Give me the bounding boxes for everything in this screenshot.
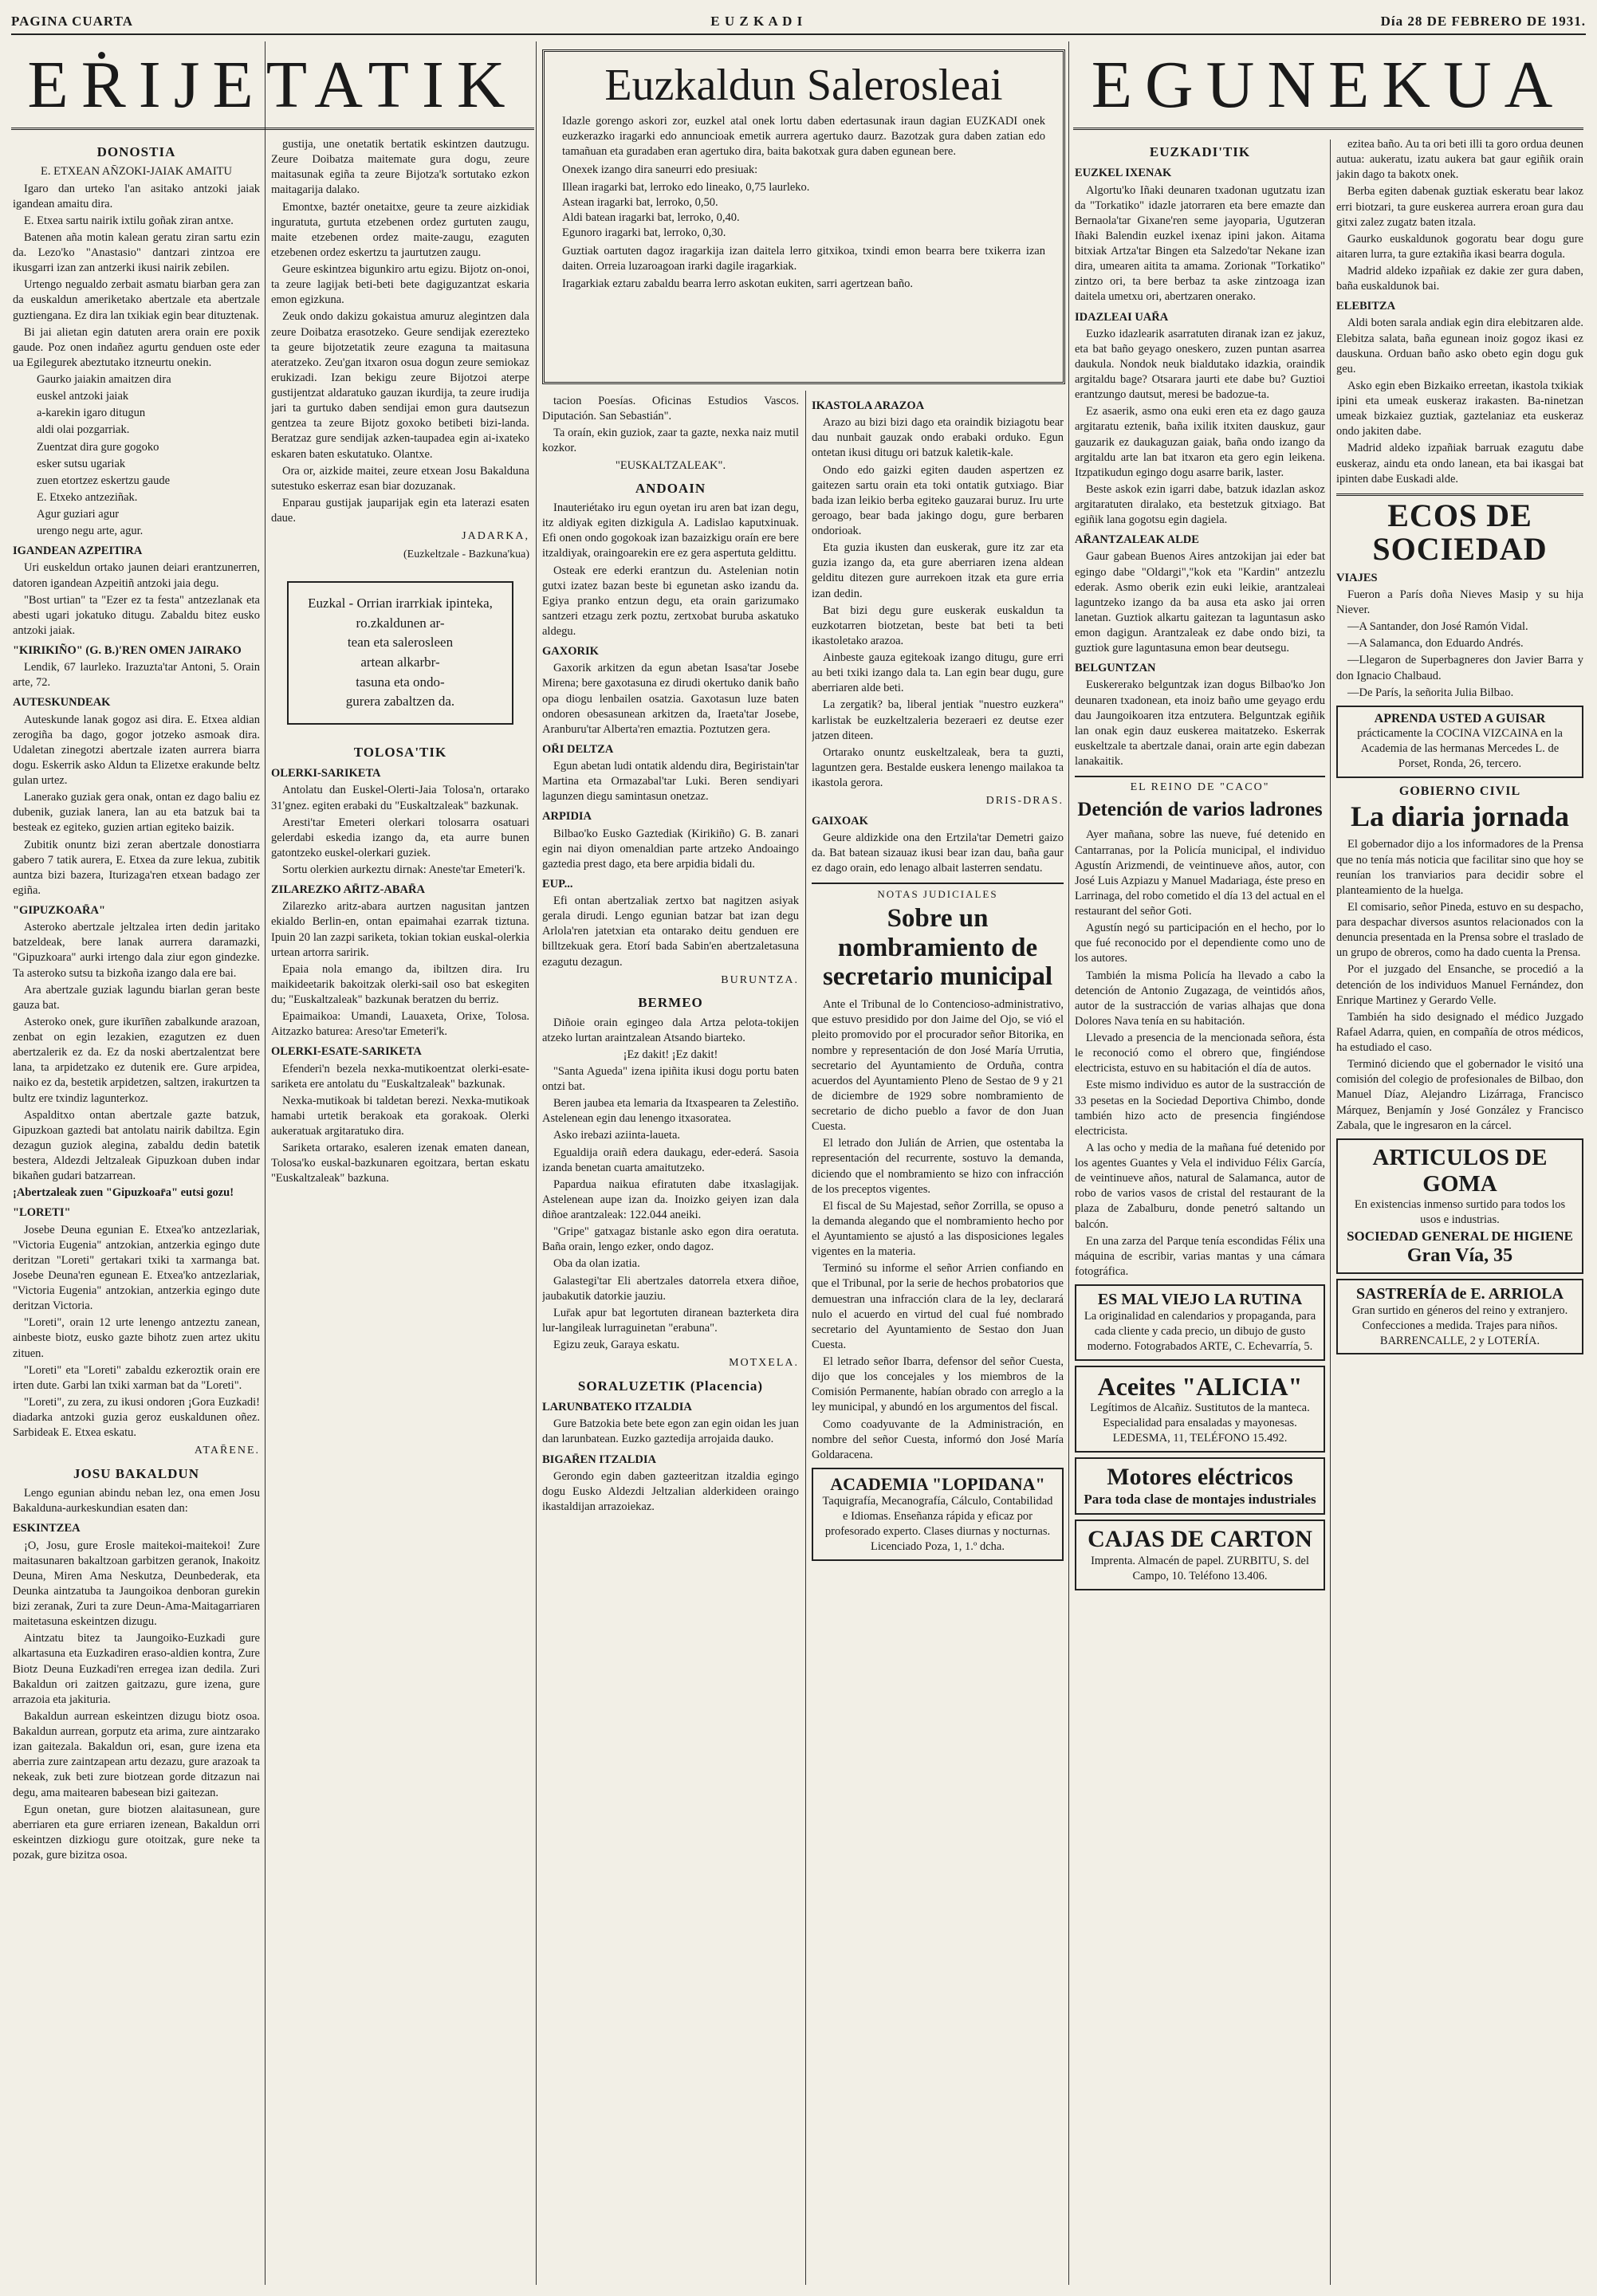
paragraph: Ta oraín, ekin guziok, zaar ta gazte, nexka naiz mutil kozkor. <box>542 427 799 455</box>
signature: BURUNTZA. <box>721 973 799 986</box>
box-price-line: Aldi batean iragarki bat, lerroko, 0,40. <box>562 211 740 225</box>
ad-aceites-alicia <box>1075 1366 1325 1453</box>
signature: MOTXELA. <box>729 1357 799 1370</box>
subheading: "GIPUZKOAR̄A" <box>13 904 105 918</box>
ad-text: Legítimos de Alcañiz. Sustitutos de la manteca. Especialidad para ensaladas y mayonesas. LEDESMA, 11, TELÉFONO 15.492. <box>1090 1402 1310 1445</box>
paragraph: —A Salamanca, don Eduardo Andrés. <box>1347 637 1524 651</box>
paragraph: Nexka-mutikoak bi taldetan berezi. Nexka-mutikoak hamabi urtetik berakoak eta gorakoak. Olerki aukeratuak argitaratuko dira. <box>271 1094 529 1138</box>
paragraph: Papardua naikua efiratuten dabe itxaslagijak. Astelenean aupe izan da. Inoizko geiyen izan dala diñoe arantzaleak: 122.044 aneiki. <box>542 1177 799 1222</box>
subheading: EUP... <box>542 877 573 890</box>
ad-sastreria <box>1336 1279 1583 1355</box>
paragraph: Epaia nola emango da, ibiltzen dira. Iru maikideetarik bakoitzak olerki-sail oso bat eskegiten du; "Euskaltzaleak" bazkunak beratzen du berriz. <box>271 962 529 1007</box>
ad-articulos-goma <box>1336 1138 1583 1274</box>
column-rule <box>805 391 806 2285</box>
paragraph: A las ocho y media de la mañana fué detenido por los agentes Guantes y Vela el individuo Félix García, de veintinueve años, natural de Salamanca, autor de robo de varios vasos de cristal del restaurant de la plaza de Zabalburu, donde penetró saltando un balcón. <box>1075 1141 1325 1231</box>
paragraph: Asteroko abertzale jeltzalea irten dedin jaritako batzeldeak, bere lanak aurrera daramazki, "Gipuzkoara" aurki irtengo dala ziur egon gindezke. Ta asteroko sutsu ta bizkoña izango dala ere bai. <box>13 921 260 980</box>
paragraph: Ortarako onuntz euskeltzaleak, bera ta guzti, laguntzen gera. Bestalde euskera lenengo mailakoa ta ikastola gerora. <box>812 745 1064 789</box>
gobierno-civil-heading: GOBIERNO CIVIL <box>1398 784 1521 798</box>
paragraph: Egualdija oraiñ edera daukagu, eder-ederá. Sasoia izanda benetan cuarta amaitutzeko. <box>542 1146 799 1174</box>
headline-ecos-sociedad: ECOS DE SOCIEDAD <box>1372 497 1548 567</box>
subheading: VIAJES <box>1336 571 1378 584</box>
verse-line: Zuentzat dira gure gogoko <box>37 440 159 454</box>
subheading: AUTESKUNDEAK <box>13 696 111 710</box>
column-6 <box>1336 137 1583 2282</box>
verse-line: esker sutsu ugariak <box>37 457 126 470</box>
paragraph: Igaro dan urteko l'an asitako antzoki jaiak igandean amaitu dira. <box>13 182 260 210</box>
heading-donostia: DONOSTIA <box>96 144 176 159</box>
paragraph: También la misma Policía ha llevado a cabo la detención de Antonio Zugazaga, de veintidós años, autor de la sustracción de varias alhajas que dona Dolores Nava tenía en su habitación. <box>1075 969 1325 1028</box>
paragraph: Gure Batzokia bete bete egon zan egin oidan les juan dan larunbatean. Euzko gaztedija arrojaida dauko. <box>542 1417 799 1446</box>
paragraph: Aintzatu bitez ta Jaungoiko-Euzkadi gure alkartasuna eta Euzkadiren eraso-aldien kontra, Zure Biotz Deuna Euzkadi'ren erregea izan dedila. Zuri Bakaldun ori zaitzen gaitzazu, gure izena, gure arrazoia eta jakituria. <box>13 1632 260 1706</box>
paragraph: Emontxe, baztér onetaitxe, geure ta zeure aizkidiak inguratuta, gurtuta etzebenen ordez gurtuten zaugu, maite etzebenen ordez maite-zaugu, ezaguten etzebenen ordez eskertzu ta jaurtutzen zaugu. <box>271 200 529 259</box>
paragraph: Geure aldizkide ona den Ertzila'tar Demetri gaizo da. Bat batean sizauaz ikusi bear izan dau, baña gaur ez dago orain, edo lenago albait lasterren sendatu. <box>812 831 1064 875</box>
paragraph: Aresti'tar Emeteri olerkari tolosarra osatuari gelerdabi eskedia izango da, eta aurre bunen gatontzeko euskel-olerkari guziek. <box>271 816 529 859</box>
paragraph: ¡O, Josu, gure Erosle maitekoi-maitekoi! Zure maitasunaren bakaltzoan garbitzen geranok, Inakoitz Deuna, Miren Ama Neskutza, Deunbederak, eta Deunka aintzatuba ta Jaungoikoa denboran gurekin bizi zeranak, Zuri ta zure Deun-Ama-Maitagarriaren maitetasuna eskeintzen dizugu. <box>13 1539 260 1629</box>
paragraph: —A Santander, don José Ramón Vidal. <box>1347 620 1528 634</box>
paragraph: Aspalditxo ontan abertzale gazte batzuk, Gipuzkoan gaztedi bat antolatu nairik dabiltza. Egin dezagun guziok alegina, zabaldu dedin batetik bestera, Aldezdi Jeltzaleak Gipuzkoan duben indar bikañen gudari batzarrean. <box>13 1108 260 1183</box>
paragraph: Asko irebazi aziinta-laueta. <box>553 1129 681 1142</box>
heading-euzkadi: EUZKADI'TIK <box>1149 144 1251 159</box>
ad-text: Imprenta. Almacén de papel. ZURBITU, S. del Campo, 10. Teléfono 13.406. <box>1091 1554 1309 1582</box>
headline-nombramiento: Sobre un nombramiento de secretario municipal <box>822 904 1053 991</box>
ad-heading: ARTICULOS DE GOMA <box>1372 1144 1548 1197</box>
paragraph: El fiscal de Su Majestad, señor Zorrilla, se opuso a la demanda alegando que el nombramiento hecho por el Ayuntamiento se ajustó a las disposiciones legales vigentes en la materia. <box>812 1199 1064 1259</box>
paragraph: Antolatu dan Euskel-Olerti-Jaia Tolosa'n, ortarako 31'gnez. egiten erabaki du "Euskaltzaleak" bazkunak. <box>271 784 529 812</box>
column-rule <box>265 41 266 2285</box>
paragraph: Inauteriétako iru egun oyetan iru aren bat izan degu, itz aldiyak egiten dizkigula A. Ladislao kaputxinuak. Efi onen ondo gogokoak izan bazaizkigu oraín ere bere itzaldiyak, oraingoarekin ere ez gera aspertuta geldittu. <box>542 501 799 560</box>
subheading: GAXORIK <box>542 645 599 659</box>
paragraph: Osteak ere ederki erantzun du. Astelenian notin gutxi izatez bazan beste bi egunetan asko izandu da. Egiya pranko entzun degu, eta orain garizumako santzeri etzagu zerk poztu, zertxobat buruba askatuko aldegu. <box>542 564 799 639</box>
paragraph: Gerondo egin daben gazteeritzan itzaldia egingo dogu Eusko Aldezdi Jeltzalian alderkideen oraingo ikastaldijan arrazoiekaz. <box>542 1469 799 1513</box>
title-rule <box>1073 128 1583 130</box>
notice-line: ro.zkaldunen ar- <box>356 615 445 631</box>
paragraph: Asteroko onek, gure ikurīñen zabalkunde arazoan, zenbat on egin lezakien, ezagutzen ez duen abertzalerik ez da. Ez da noski abertzalentzat bere lana, ta arpidetzako ez dutenik ere. Gure arpidea, naiko ez da, bestetik arpidetzen, saltzen, irakurtzen ta bultz ere txindiz lagunterkoz. <box>13 1015 260 1105</box>
paragraph: "Loreti", orain 12 urte lenengo antzeztu zanean, ainbeste biotz, eusko gazte bihotz zuen artez ukitu zituen. <box>13 1316 260 1360</box>
paragraph: Auteskunde lanak gogoz asi dira. E. Etxea aldian zerogiña ba dago, gogor jotzeko asmoak dira. Udaletan zinegotzi abertzale izaten aurrera biarra dogu. Eskerrik asko Aldun ta Elizetxe erakunde beltz gulan urtez. <box>13 713 260 788</box>
paragraph: gustija, une onetatik bertatik eskintzen dautzugu. Zeure Doibatza maitemate gura dogu, zeure maitasunak egiña ta zeure Bijotza'k sortutako ezkon maitagarija dalako. <box>271 138 529 197</box>
notice-line: tean eta salerosleen <box>347 635 454 651</box>
ad-heading: SASTRERÍA de E. ARRIOLA <box>1355 1284 1564 1303</box>
paragraph: —Llegaron de Superbagneres don Javier Barra y don Ignacio Chalbaud. <box>1336 654 1583 682</box>
paragraph: Ara abertzale guziak lagundu biarlan geran beste gauza bat. <box>13 983 260 1012</box>
heading-tolosa: TOLOSA'TIK <box>353 744 447 760</box>
ad-notice-box <box>287 581 513 725</box>
paragraph: También ha sido designado el médico Juzgado Rafael Adarra, quien, en compañía de otros médicos, ha estudiado el caso. <box>1336 1010 1583 1054</box>
ad-heading: Aceites "ALICIA" <box>1097 1371 1303 1401</box>
paragraph: Ante el Tribunal de lo Contencioso-administrativo, que estuvo presidido por don Jaime del Ojo, se vió el pleito promovido por el procurador señor Bitorika, en nombre y representación de don José María Urrutia, secretario del Ayuntamiento de Orduña, contra acuerdos del Ayuntamiento Pleno de Sestao de 9 y 21 de diciembre de 1929 sobre nombramiento de secretario de dicho pueblo a favor de don Juan Cuesta. <box>812 998 1064 1134</box>
paragraph: Gaur gabean Buenos Aires antzokijan jai eder bat egingo dabe "Oldargi","kok eta "Kardin" antzezlu ederak. Asmo oberik ezin euki leikie, arantzaleai laguntzeko izango da ba ausa eta asko jai orren lanetan. Guztiok alkartu gaitezan ta laguntasun asko emon dagigun. Arantzaleak ez dabe ondo bizi, ta guztiok gure laguntasuna emon bear deutsegu. <box>1075 550 1325 655</box>
paragraph: Lanerako guziak gera onak, ontan ez dago baliu ez dubenik, guziak lanera, lan au eta batzuk bai ta besteak ez egiteko, guzien artian egiteko baizik. <box>13 791 260 835</box>
column-2 <box>271 137 529 2282</box>
box-title: Euzkaldun Salerosleai <box>604 61 1003 110</box>
box-price-line: Astean iragarki bat, lerroko, 0,50. <box>562 196 718 210</box>
paragraph: Beste askok ezin igarri dabe, batzuk idazlan askoz argitaratuten diralako, eta bestetzuk gitxiago. Bat egiñik lana gogotsu egin dagiela. <box>1075 482 1325 527</box>
paragraph: Madrid aldeko izpañiak barruak ezagutu dabe euskeraz, aindu eta ondo lanean, eta bai ikasgai bat ipinten dabe Euskadi alde. <box>1336 442 1583 486</box>
paragraph: Enparau gustijak jauparijak egin eta laterazi esaten daue. <box>271 496 529 525</box>
paragraph: Geure eskintzea bigunkiro artu egizu. Bijotz on-onoi, ta zeure lagijak beti-beti bete dagiguzantzat eskaria emon egizkuna. <box>271 263 529 307</box>
box-price-line: Illean iragarki bat, lerroko edo lineako, 0,75 laurleko. <box>562 181 810 195</box>
paragraph: El gobernador dijo a los informadores de la Prensa que no tenía más noticia que facilitar sino que hoy se reunían los tranviarios para decidir sobre el planteamiento de la huelga. <box>1336 838 1583 897</box>
subheading: OR̄I DELTZA <box>542 742 614 756</box>
paragraph: Ez asaerik, asmo ona euki eren eta ez dago gauza argitaratu eztenik, baña ixilik itxiten dauskuz, gaur gauzarik ez daukaguzan gaiak, baña ondo izango da argitaldu arte lan bat itxaron eta gero egin leikena. Itzpatikudun egingo dogu asarre barik, laster. <box>1075 405 1325 479</box>
subheading: ELEBITZA <box>1336 300 1396 313</box>
notas-heading: NOTAS JUDICIALES <box>877 888 998 901</box>
paragraph: Llevado a presencia de la mencionada señora, ésta le reconoció como el obrero que, fingiéndose electricista, estuvo en su habitación el día de autos. <box>1075 1032 1325 1075</box>
page-label: PAGINA CUARTA <box>11 14 133 29</box>
subheading: GAIXOAK <box>812 814 868 828</box>
paragraph: Egun onetan, gure biotzen alaitasunean, gure aberriaren eta gure erriaren izenean, Bakaldun orri eskeintzen dizkiogu gure otoitzak, gure neke ta pozak, gure bizitza osoa. <box>13 1803 260 1862</box>
section-title-egunekua: EGUNEKUA <box>1091 48 1566 122</box>
ad-text: prácticamente la COCINA VIZCAINA en la Academia de las hermanas Mercedes L. de Porset, Ronda, 26, tercero. <box>1357 727 1563 770</box>
paragraph: Egizu zeuk, Garaya eskatu. <box>553 1339 680 1352</box>
ad-aprenda-guisar <box>1336 706 1583 778</box>
paragraph: Bakaldun aurrean eskeintzen dizugu biotz osoa. Bakaldun aurrean, gorputz eta arima, zure aintzarako izan gaitezala. Bakaldun ori, esan, gure izena eta aberria zure zaintzapean artu dezazu, gure arazoak ta nekeak, zuk beti zure biotzean gorde ditzazun nai degu, ama maitearen babesean bizi gaitezan. <box>13 1709 260 1799</box>
paragraph: El letrado don Julián de Arrien, que ostentaba la representación del recurrente, sostuvo la demanda, diciendo que el nombramiento se hizo con infracción de los preceptos vigentes. <box>812 1137 1064 1196</box>
paragraph: Lengo egunian abindu neban lez, ona emen Josu Bakalduna-aurkeskundian esaten dan: <box>13 1487 260 1516</box>
paragraph: Agustín negó su participación en el hecho, por lo que fué reconocido por el dependiente como uno de los autores. <box>1075 922 1325 965</box>
paragraph: Ainbeste gauza egitekoak izango ditugu, gure erri au beti txiki izango dala ta. Lan egin bear dugu, gure aberriaren alde beti. <box>812 651 1064 695</box>
paragraph: "Gripe" gatxagaz bistanle asko egon dira oeratuta. Baña orain, lengo ezker, ondo dagoz. <box>542 1225 799 1254</box>
verse-line: E. Etxeko antzeziñak. <box>37 490 138 504</box>
headline-detencion: Detención de varios ladrones <box>1077 798 1323 820</box>
paragraph: —De París, la señorita Julia Bilbao. <box>1347 686 1514 699</box>
verse-line: euskel antzoki jaiak <box>37 390 129 403</box>
paragraph: "Loreti", zu zera, zu ikusi ondoren ¡Gora Euzkadi! diadarka antzoki guzia geroz euskaldunen oñez. Sarbideak E. Etxea eskatu. <box>13 1395 260 1440</box>
paragraph: Uri euskeldun ortako jaunen deiari erantzunerren, datoren igandean Azpeitiñ antzoki jaia degu. <box>13 561 260 590</box>
ad-motores-electricos <box>1075 1457 1325 1516</box>
ad-heading: CAJAS DE CARTON <box>1088 1526 1312 1553</box>
subheading: "KIRIKIÑO" (G. B.)'REN OMEN JAIRAKO <box>13 644 242 658</box>
column-3 <box>542 394 799 2283</box>
paragraph: "Loreti" eta "Loreti" zabaldu ezkeroztik orain ere irten dute. Garbi lan txiki xarman bat da "Loreti". <box>13 1363 260 1392</box>
heading-soraluze: SORALUZETIK (Placencia) <box>577 1378 764 1394</box>
paragraph: Sortu olerkien aurkeztu dirnak: Aneste'tar Emeteri'k. <box>282 863 525 877</box>
paragraph: "Bost urtian" ta "Ezer ez ta festa" antzezlanak eta abesti ugari jokatuko ditugu. Zabaldu bitez eusko antzoki jaiak. <box>13 593 260 637</box>
paragraph: Epaimaikoa: Umandi, Lauaxeta, Orixe, Tolosa. Aitzazko baturea: Areso'tar Emeteri'k. <box>271 1010 529 1039</box>
paragraph: ¡Ez dakit! ¡Ez dakit! <box>623 1048 718 1061</box>
paragraph: Beren jaubea eta lemaria da Itxaspearen ta Zelestiño. Astelenean egin dau lenengo itxasoratea. <box>542 1097 799 1126</box>
verse-line: zuen etortzez eskertzu gaude <box>37 474 171 487</box>
column-1 <box>13 137 260 2282</box>
box-intro: Idazle gorengo askori zor, euzkel atal onek lortu daben edertasunak iraun dagian EUZKADI onek euzkerazko iragarki edo annuncioak emetik aurrera agertuko daurz. Bazotzak gura daben zatian edo tamañuan eta guradaben eran agertuko dira, baita bakotxak gura daben egunean bere. <box>562 115 1045 158</box>
column-rule <box>1068 41 1069 2285</box>
paragraph: Efi ontan abertzaliak zertxo bat nagitzen asiyak gerala dirudi. Lengo egunian batzar bat izan degu Arlola'ren jatetxian eta ontarako deitu genduen ere billtzekuak gera. Etorí bada Sabin'en abertzaletasuna ezagutu dezagun. <box>542 894 799 969</box>
paragraph: Batenen aña motin kalean geratu ziran sartu ezin da. Lezo'ko "Anastasio" dantzari zintzoa ere ikusgarri izan zan antzerki ikusi nairik zebilen. <box>13 230 260 275</box>
column-rule <box>536 41 537 2285</box>
paragraph: El comisario, señor Pineda, estuvo en su despacho, para despachar diversos asuntos relacionados con la denuncia presentada en la Prensa sobre el traslado de un grupo de obreros, como ha dado cuenta la Prensa. <box>1336 900 1583 960</box>
ad-company: SOCIEDAD GENERAL DE HIGIENE <box>1347 1229 1573 1244</box>
paragraph: Este mismo individuo es autor de la sustracción de 33 pesetas en la Sociedad Deportiva Chimbo, donde también hizo acto de presencia fingiéndose electricista. <box>1075 1079 1325 1138</box>
column-4 <box>812 394 1064 2283</box>
paragraph: Bilbao'ko Eusko Gaztediak (Kirikiño) G. B. zanari egin nai diyon omenaldian parte artzeko Andoaingo gaztedia prest dago, eta bere arpidia bidali du. <box>542 827 799 871</box>
paragraph: Berba egiten dabenak guztiak eskeratu bear lakoz erri biotzari, ta gure euskerea aurrera eroan gura dau gitxi zalez zugatz baten itzala. <box>1336 185 1583 229</box>
paragraph: Josebe Deuna egunian E. Etxea'ko antzezlariak, "Victoria Eugenia" antzokian, antzerkia egingo dute deritzan "Loreti" gertakari txiki ta xarmanga bat. Josebe Deuna'ren egunean E. Etxea'ko antzezlariak, "Victoria Eugenia" antzokian, antzerkia egingo dute deritzan Victoria. <box>13 1223 260 1313</box>
column-5 <box>1075 137 1325 2282</box>
signature-affiliation: (Euzkeltzale - Bazkuna'kua) <box>403 548 529 560</box>
paragraph: Bi jai alietan egin datuten arera orain ere poxik gaude. Poz onen indañez agurtu genduen oste eder ua Egilegurek abeztutako itzneurtu onekin. <box>13 325 260 369</box>
paragraph: tacion Poesías. Oficinas Estudios Vascos. Diputación. San Sebastián". <box>542 395 799 423</box>
section-title-erijetatik: EṘIJETATIK <box>27 48 518 122</box>
box-prices-intro: Onexek izango dira saneurri edo presiuak: <box>562 163 758 176</box>
paragraph: Bat bizi degu gure euskerak euskaldun ta euzkotarren biotzetan, beste bat beti ta beti ikastoletako arazoa. <box>812 603 1064 647</box>
paragraph: Urtengo negualdo zerbait asmatu biarban gera zan da euskaldun ameriketako abertzale eta abertzale guztiengana. Ez dira lan txikiak egin bear dituztenak. <box>13 278 260 322</box>
paragraph: Sariketa ortarako, esaleren izenak ematen danean, Tolosa'ko euskal-bazkunaren egoitzara, bertan eskatu "Euskaltzaleak" bazkuna. <box>271 1142 529 1185</box>
notice-line: Euzkal - Orrian irarrkiak ipinteka, <box>308 596 493 611</box>
subheading: LARUNBATEKO ITZALDIA <box>542 1401 692 1414</box>
ad-heading: ACADEMIA "LOPIDANA" <box>830 1473 1045 1494</box>
paragraph: Lendik, 67 laurleko. Irazuzta'tar Antoni, 5. Orain arte, 72. <box>13 661 260 690</box>
subheading: IKASTOLA ARAZOA <box>812 399 925 412</box>
paragraph: Arazo au bizi bizi dago eta oraindik biziagotu bear dau nunbait gauzak ondo erabaki orduko. Egun ontetan ikusi ditugu ori batzuk kaletik-kale. <box>812 416 1064 460</box>
paragraph: Como coadyuvante de la Administración, en nombre del señor Cuesta, informó don José María Goldaracena. <box>812 1417 1064 1461</box>
paragraph: Ora or, aizkide maitei, zeure etxean Josu Bakalduna sutestuko eskerraz esan biar dozuzanak. <box>271 464 529 493</box>
signature: JADARKA, <box>462 530 529 543</box>
ad-mal-viejo <box>1075 1284 1325 1361</box>
subheading: "LORETI" <box>13 1206 71 1220</box>
paragraph: Zeuk ondo dakizu gokaistua amuruz alegintzen dala zeure Doibatza erasotzeko. Geure sendijak ezerezteko ta geure bijotzetatik zeure ezaguna ta maitasuna ateratzeko. Zeu'gan itxaron osua dogun zeure semiokaz erukizadi. Izan bekigu zeure Bijotzoi aterpe gustijentzat aldaratuko gauzan ikurdija, ta zeure irudija jari ta gurtuko daben sendijai emon gura dautsezun gentzea ta zeure Bijotz goxoko betibeti bizi-landa. Beratzaz gure sendijak azken-taupadea egin ai-ixateko eskaren baten eskutatuko. Olantxe. <box>271 310 529 461</box>
subheading: E. ETXEAN AN̄ZOKI-JAIAK AMAITU <box>40 165 233 179</box>
ad-cajas-carton <box>1075 1520 1325 1590</box>
paragraph: Terminó diciendo que el gobernador le visitó una comisión del colegio de profesionales de Bilbao, don Manuel Díaz, Alejandro Lizárraga, Francisco Márquez, Benjamín y José González y Francisco Zabala, que le ingresaron en la cárcel. <box>1336 1058 1583 1132</box>
paragraph: Asko egin eben Bizkaiko erreetan, ikastola txikiak ipini eta umeak euskeraz irakasten. Ba-ninetzan umeak bizkaiez guztiak, gaztelaniaz eta euskeraz ondo jakiten dabe. <box>1336 379 1583 438</box>
paragraph: ezitea baño. Au ta ori beti illi ta goro ordua deunen autua: aukeratu, izatu aukera bat gaur egiñik orain jakin dago ta bakotx onek. <box>1336 138 1583 182</box>
title-rule <box>11 128 534 130</box>
verse-line: urengo negu arte, agur. <box>37 525 144 538</box>
paragraph: Fueron a París doña Nieves Masip y su hija Niever. <box>1336 588 1583 616</box>
notice-line: tasuna eta ondo- <box>356 674 445 690</box>
running-head <box>11 10 1586 35</box>
paragraph: Diñoie orain egingeo dala Artza pelota-tokijen atzeko lurtan araintzalean Atsando biarteko. <box>542 1016 799 1044</box>
ad-text: Para toda clase de montajes industriales <box>1084 1492 1316 1508</box>
box-closing: Iragarkiak eztaru zabaldu bearra lerro askotan eukiten, sarri agertzean baño. <box>562 277 913 291</box>
paragraph: Por el juzgado del Ensanche, se procedió a la detención de los individuos Manuel Fernández, don Enrique Martinez y Gerardo Velle. <box>1336 963 1583 1007</box>
paper-name: E U Z K A D I <box>710 14 804 29</box>
verse-line: a-karekin igaro ditugun <box>37 407 146 420</box>
subheading: BELGUNTZAN <box>1075 662 1156 675</box>
signature: ATAR̄ENE. <box>194 1445 260 1457</box>
section-divider <box>1336 493 1583 496</box>
paragraph: Zubitik onuntz bizi zeran abertzale donostiarra gabero 7 tatik aurera, E. Etxea da zure lekua, zubitik auntza bizi bazera, Iturizaga'ren etxean badago zer egiña. <box>13 838 260 897</box>
heading-josu-bakaldun: JOSU BAKALDUN <box>73 1465 199 1481</box>
paragraph: Gaxorik arkitzen da egun abetan Isasa'tar Josebe Mirena; bere gaxotasuna ez dirudi okertuko danik baño opa diogu lenbailen osatzia. Gaxotasun luze baten ondoren obesasunean arkitzen da, Iraeta'tar Josebe, Aranburu'tar Alberta'ren emaztia. Poztutzen gera. <box>542 662 799 736</box>
box-note: Guztiak oartuten dagoz iragarkija izan daitela lerro gitxikoa, txindi emon bearra bere txikerra izan daiten. Orreia luzaroagoan irarki dagile iragarkiak. <box>562 244 1045 273</box>
ad-heading: Motores eléctricos <box>1107 1463 1293 1490</box>
paragraph: Galastegi'tar Eli abertzales datorrela etxera diñoe, jaubakutik datorkie jauziu. <box>542 1274 799 1303</box>
notice-line: gurera zabaltzen da. <box>345 694 455 710</box>
paragraph: Algortu'ko Iñaki deunaren txadonan ugutzatu izan da "Torkatiko" idazle jatorraren eta bere emazte dan Bernaola'tar Gixane'ren seme jayoparia, Ugutzeran Iñaki Balendin euzkel ixenaz ipini jakon. Aitama bitxiak Artza'tar Bingen eta Salzedo'tar Nekane izan dira, umearen aitita ta amama. Zorionak "Torkatiko" zintzo ori, ta bere berbaz ta aske zintzoaga izan daitela umetxu ori, abertzaren onerako. <box>1075 183 1325 304</box>
paragraph: "Santa Agueda" izena ipiñita ikusi dogu portu baten ontzi bat. <box>542 1064 799 1094</box>
paragraph: Oba da olan izatia. <box>553 1257 640 1271</box>
verse-line: Agur guziari agur <box>37 508 120 521</box>
ad-academia-lopidana <box>812 1468 1064 1561</box>
verse-line: aldi olai pozgarriak. <box>37 423 130 437</box>
subheading: BIGAR̄EN ITZALDIA <box>542 1453 657 1466</box>
column-rule <box>1330 140 1331 2285</box>
paragraph: Madrid aldeko izpañiak ez dakie zer gura daben, baña euskaldunok bai. <box>1336 265 1583 293</box>
paragraph: En una zarza del Parque tenía escondidas Félix una máquina de escribir, varias mantas y una cámara fotográfica. <box>1075 1234 1325 1278</box>
subheading: OLERKI-SARIKETA <box>271 767 381 780</box>
advertisers-notice-box <box>542 49 1065 384</box>
paragraph: Euskererako belguntzak izan dogus Bilbao'ko Jon deunaren txadonean, eta inoiz baño ume geyago erdu dau Jaungoikoaren itza entzutera. Belguntzak egiñik lan onak egin dauz euskerea maitatzeko. Eskerrak euskeltzale ta abertzale danai, orain arte egin dabezan lanakaitik. <box>1075 678 1325 769</box>
subheading: IDAZLEAI UAR̄A <box>1075 310 1169 324</box>
ad-heading: APRENDA USTED A GUISAR <box>1374 711 1546 725</box>
signature: DRIS-DRAS. <box>985 795 1064 808</box>
paragraph: Ayer mañana, sobre las nueve, fué detenido en Cantarranas, por la Policía municipal, el individuo Agustín Arizmendi, de veintinueve años, autor, con José Luis Azpiazu y Manuel Madariaga, éste preso en Larrinaga, del robo cometido el día 13 del actual en el restaurant del señor Goti. <box>1075 828 1325 918</box>
subheading: OLERKI-ESATE-SARIKETA <box>271 1045 422 1059</box>
ad-text: Gran surtido en géneros del reino y extranjero. Confecciones a medida. Trajes para niños. BARRENCALLE, 2 y LOTERÍA. <box>1351 1303 1568 1347</box>
ad-heading: ES MAL VIEJO LA RUTINA <box>1097 1291 1303 1309</box>
verse-line: Gaurko jaiakin amaitzen dira <box>37 373 171 387</box>
callout: ¡Abertzaleak zuen "Gipuzkoar̄a" eutsi gozu! <box>13 1186 234 1200</box>
ad-address: Gran Vía, 35 <box>1406 1245 1513 1267</box>
subheading: ARPIDIA <box>542 810 592 824</box>
paragraph: Eta guzia ikusten dan euskerak, gure itz zar eta guzia izango da, eta gure aberriaren izena aldean gelditu ditezen gure aurrekoen itzak eta gure erria izan dedin. <box>812 541 1064 600</box>
ad-text: En existencias inmenso surtido para todos los usos e industrias. <box>1354 1198 1566 1227</box>
paragraph: Euzko idazlearik asarratuten diranak izan ez jakuz, eta bat baño geyago oneskero, zuzen puntan asarrea daukula. Nondok neuk bialdutako idazkia, oraindik argitaldu bage? Otsarara jaurti ete dabe bu? Guztioi erantzungo dautsut, meresi be badozue-ta. <box>1075 327 1325 402</box>
paragraph: Gaurko euskaldunok gogoratu bear dogu gure aitaren lurra, ta gure eztakiña ikasi bearra dogula. <box>1336 232 1583 261</box>
subheading: ESKINTZEA <box>13 1522 81 1535</box>
subheading: ZILAREZKO AR̄ITZ-ABAR̄A <box>271 883 425 897</box>
paragraph: Ondo edo gaizki egiten dauden aspertzen ez gaitezen sartu orain eta toki ontatik gutxiago. Biar bada izan leikio berba egiteko gauzarai buruz. Iru urte geroago, bear bada jakingo dogu, gure berbaren ondorioak. <box>812 463 1064 537</box>
notice-line: artean alkarbr- <box>360 654 440 670</box>
paragraph: Lur̄ak apur bat legortuten diranean bazterketa dira lur-langileak lurraguinetan "erabuna". <box>542 1306 799 1335</box>
caco-heading: EL REINO DE "CACO" <box>1130 781 1270 794</box>
paragraph: E. Etxea sartu nairik ixtilu goñak ziran antxe. <box>24 214 234 227</box>
paragraph: Egun abetan ludi ontatik aldendu dira, Begiristain'tar Martina eta Ormazabal'tar Luki. Beren sendiyari lagunzen diegu samintasun onetzaz. <box>542 760 799 804</box>
ad-text: La originalidad en calendarios y propaganda, para cada cliente y cada precio, un dibujo de gusto moderno. Fotograbados ARTE, C. Echevarría, 5. <box>1084 1310 1316 1353</box>
heading-andoain: ANDOAIN <box>635 480 706 496</box>
subheading: IGANDEAN AZPEITIRA <box>13 545 143 558</box>
box-price-line: Egunoro iragarki bat, lerroko, 0,30. <box>562 226 726 239</box>
paragraph: Terminó su informe el señor Arrien confiando en que el Tribunal, por la serie de hechos probatorios que demuestran una infracción clara de la ley, declarará nulo el acuerdo en virtud del cual fué nombrado secretario del Ayuntamiento de Sestao don Juan Cuesta. <box>812 1262 1064 1351</box>
paragraph: Aldi boten sarala andiak egin dira elebitzaren alde. Elebitza salata, baña egunean inoiz gogoz ikasi ez dauskuna. Orduan baño asko obeto egin dogu guk geu. <box>1336 316 1583 375</box>
heading-bermeo: BERMEO <box>638 995 703 1011</box>
ad-text: Taquigrafía, Mecanografía, Cálculo, Contabilidad e Idiomas. Enseñanza rápida y eficaz por profesorado experto. Clases diurnas y nocturnas. Licenciado Poza, 1, 1.º dcha. <box>822 1495 1053 1553</box>
paragraph: El letrado señor Ibarra, defensor del señor Cuesta, dijo que los concejales y los miembros de la Comisión Permanente, habían obrado con arreglo a la ley municipal, y abundó en los argumentos del fiscal. <box>812 1355 1064 1414</box>
paragraph: "EUSKALTZALEAK". <box>615 458 726 472</box>
page-date: Día 28 DE FEBRERO DE 1931. <box>1380 14 1586 29</box>
subheading: EUZKEL IXENAK <box>1075 167 1172 180</box>
paragraph: Zilarezko aritz-abara aurtzen nagusitan jantzen ekialdo Berlin-en, ontan epaimahai ezarrak tiztuna. Ipuin 20 lan zazpi sariketa, tokian tokian euskal-olerkia urtean artorra saririk. <box>271 900 529 959</box>
paragraph: Efenderi'n bezela nexka-mutikoentzat olerki-esate-sariketa ere antolatu du "Euskaltzaleak" bazkunak. <box>271 1062 529 1091</box>
section-divider <box>812 883 1064 884</box>
subheading: AR̄ANTZALEAK ALDE <box>1075 533 1199 547</box>
paragraph: La zergatik? ba, liberal jentiak "nuestro euzkera" karlistak be euzkeltzaleria bezeraeri ez deutse ezer jatzen diteen. <box>812 698 1064 742</box>
section-divider <box>1075 776 1325 777</box>
headline-diaria-jornada: La diaria jornada <box>1350 800 1570 832</box>
